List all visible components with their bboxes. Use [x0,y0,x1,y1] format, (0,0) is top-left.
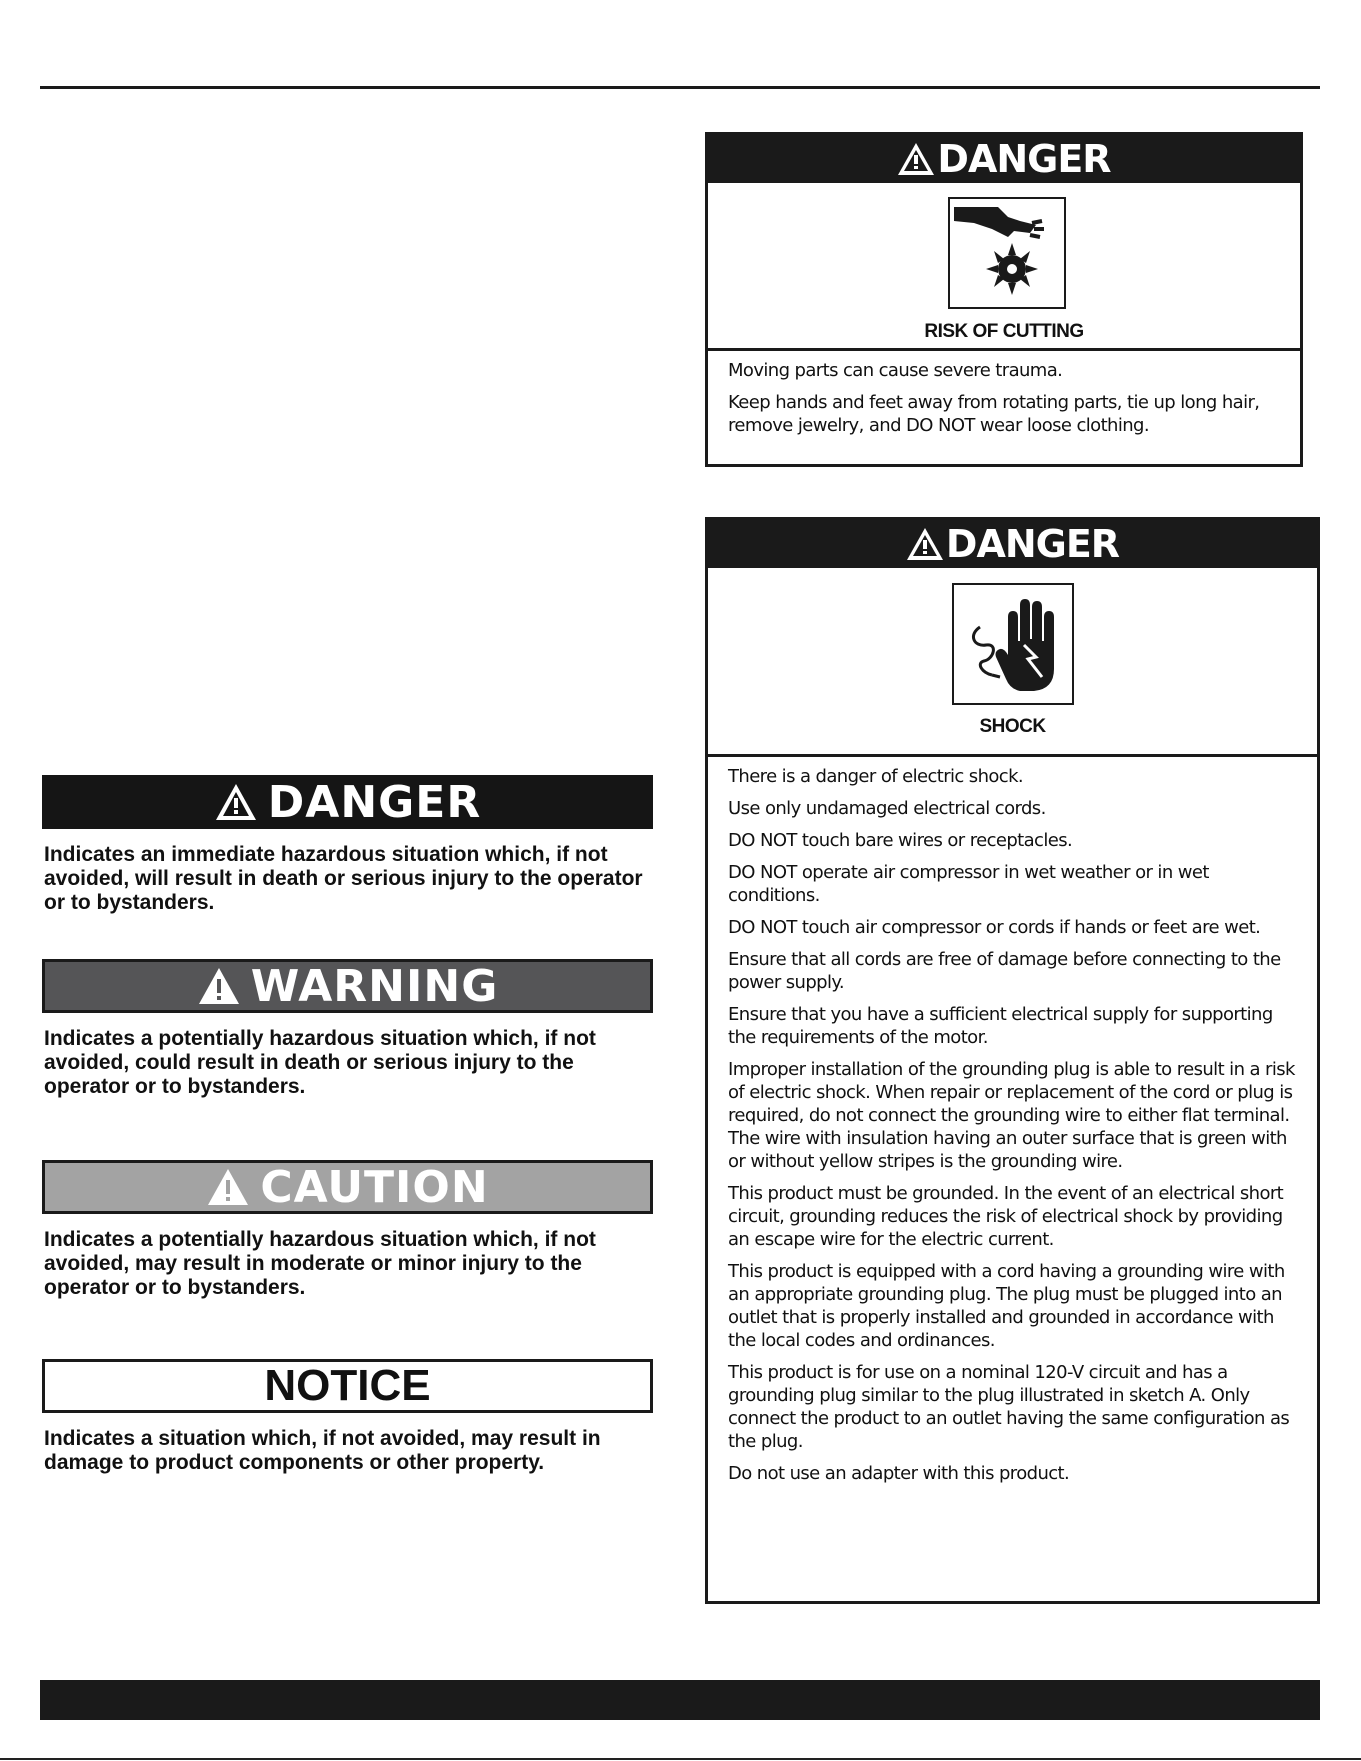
pictogram-label: SHOCK [979,716,1046,737]
warning-banner [42,959,653,1013]
warning-triangle-icon [214,782,258,822]
bottom-rule [0,1758,1361,1760]
rotating-parts-hand-icon [948,197,1066,309]
danger-description: Indicates an immediate hazardous situation which, if not avoided, will result in death or serious injury to the operator or to bystanders. [44,843,643,914]
danger-header-label: DANGER [937,137,1111,181]
instruction-paragraph: Improper installation of the grounding plug is able to result in a risk of electric shock. When repair or replacement of the cord or plug is required, do not connect the grounding wire to either flat terminal. The wire with insulation having an outer surface that is green with or without yellow stripes is the grounding wire. [728,1059,1295,1172]
danger-label: DANGER [267,776,482,828]
danger-header [708,520,1317,568]
danger-header [708,135,1300,183]
shock-box [705,517,1320,1604]
instruction-paragraph: DO NOT touch bare wires or receptacles. [728,830,1073,851]
instruction-paragraph: This product is for use on a nominal 120-V circuit and has a grounding plug similar to the plug illustrated in sketch A. Only connect the product to an outlet having the same configuration as the plug. [728,1362,1290,1452]
notice-definition [42,1359,653,1475]
cutting-instructions [708,351,1300,456]
risk-of-cutting-box [705,132,1303,467]
danger-definition [42,775,653,915]
caution-description: Indicates a potentially hazardous situation which, if not avoided, may result in moderate or minor injury to the operator or to bystanders. [44,1228,596,1299]
instruction-paragraph: This product is equipped with a cord having a grounding wire with an appropriate grounding plug. The plug must be plugged into an outlet that is properly installed and grounded in accordance with the local codes and ordinances. [728,1261,1285,1351]
danger-banner [42,775,653,829]
instruction-paragraph: Ensure that you have a sufficient electrical supply for supporting the requirements of the motor. [728,1004,1273,1048]
pictogram-label: RISK OF CUTTING [924,321,1084,342]
instruction-paragraph: DO NOT touch air compressor or cords if hands or feet are wet. [728,917,1261,938]
instruction-paragraph: Ensure that all cords are free of damage before connecting to the power supply. [728,949,1281,993]
caution-definition [42,1160,653,1300]
warning-triangle-icon [206,1167,250,1207]
warning-triangle-icon [197,966,241,1006]
instruction-paragraph: This product must be grounded. In the event of an electrical short circuit, grounding reduces the risk of electrical shock by providing an escape wire for the electric current. [728,1183,1284,1250]
pictogram-panel [708,183,1300,351]
electric-shock-hand-icon [952,583,1074,705]
pictogram-panel [708,568,1317,757]
instruction-paragraph: Use only undamaged electrical cords. [728,798,1046,819]
caution-label: CAUTION [260,1161,489,1213]
warning-description: Indicates a potentially hazardous situation which, if not avoided, could result in death or serious injury to the operator or to bystanders. [44,1027,596,1098]
danger-header-label: DANGER [945,522,1120,566]
instruction-paragraph: Moving parts can cause severe trauma. [728,360,1063,381]
warning-label: WARNING [250,960,499,1012]
warning-definition [42,959,653,1099]
warning-triangle-icon [897,142,935,176]
instruction-paragraph: DO NOT operate air compressor in wet weather or in wet conditions. [728,862,1209,906]
caution-banner [42,1160,653,1214]
warning-triangle-icon [906,527,944,561]
header-rule [40,86,1320,89]
footer-bar [40,1680,1320,1720]
notice-banner [42,1359,653,1413]
instruction-paragraph: Do not use an adapter with this product. [728,1463,1070,1484]
notice-label: NOTICE [264,1361,431,1410]
instruction-paragraph: Keep hands and feet away from rotating parts, tie up long hair, remove jewelry, and DO NOT wear loose clothing. [728,392,1260,436]
shock-instructions [708,757,1317,1504]
notice-description: Indicates a situation which, if not avoided, may result in damage to product components or other property. [44,1427,601,1474]
instruction-paragraph: There is a danger of electric shock. [728,766,1024,787]
